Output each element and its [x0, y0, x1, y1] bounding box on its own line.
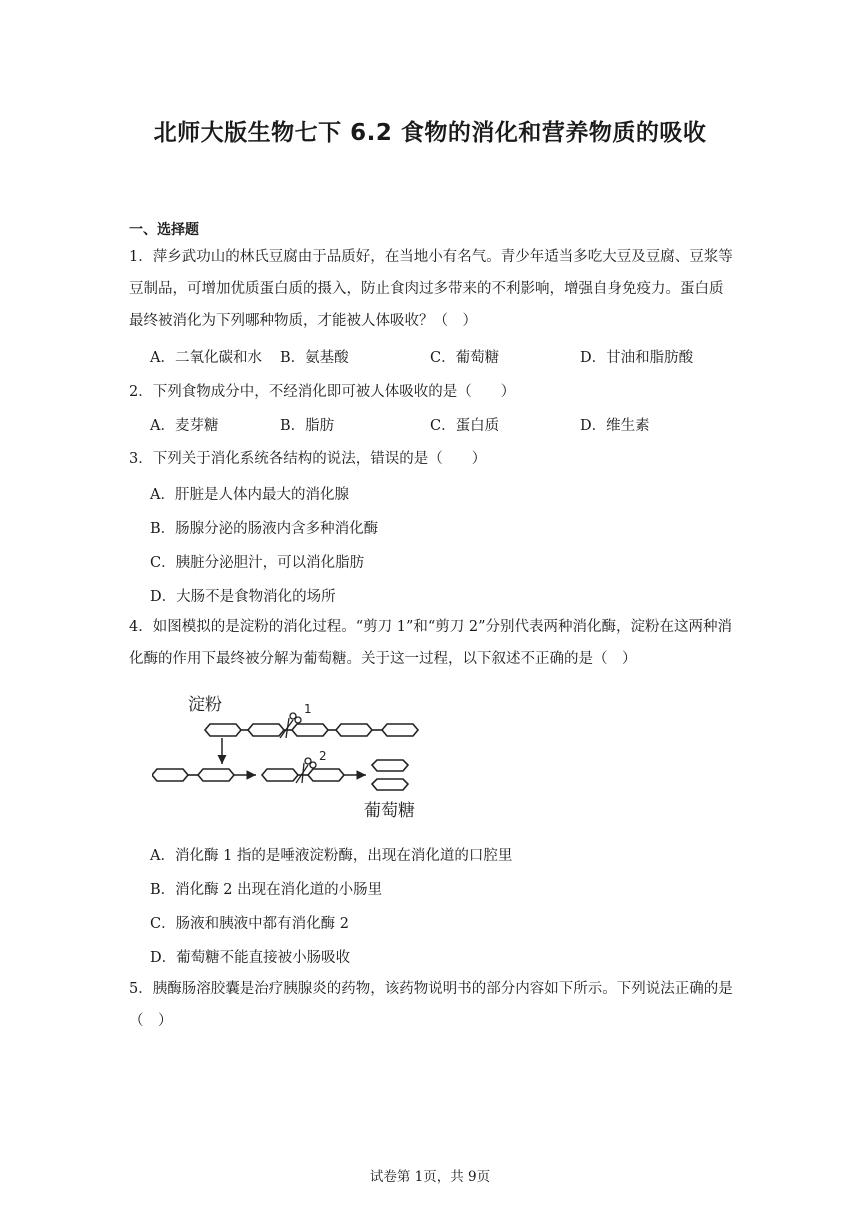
section-heading: 一、选择题 — [129, 222, 199, 238]
question-2-stem: 2．下列食物成分中，不经消化即可被人体吸收的是（ ） — [129, 384, 516, 400]
option-b: B．氨基酸 — [280, 350, 349, 366]
option-a: A．麦芽糖 — [150, 418, 219, 434]
starch-digestion-diagram — [152, 688, 452, 823]
page-footer: 试卷第 1页，共 9页 — [369, 1169, 491, 1185]
option-c: C．蛋白质 — [430, 418, 500, 434]
option-a: A．二氧化碳和水 — [150, 350, 262, 366]
option-b: B．肠腺分泌的肠液内含多种消化酶 — [150, 521, 379, 537]
scissor-2-label: 2 — [319, 749, 327, 763]
option-a: A．消化酶 1 指的是唾液淀粉酶，出现在消化道的口腔里 — [150, 848, 513, 864]
option-d: D．大肠不是食物消化的场所 — [150, 589, 336, 605]
scissor-1-label: 1 — [304, 702, 312, 716]
scissor-2-icon — [296, 758, 316, 783]
option-c: C．葡萄糖 — [430, 350, 500, 366]
page-title: 北师大版生物七下 6.2 食物的消化和营养物质的吸收 — [153, 120, 707, 146]
option-b: B．脂肪 — [280, 418, 335, 434]
option-d: D．葡萄糖不能直接被小肠吸收 — [150, 950, 351, 966]
option-b: B．消化酶 2 出现在消化道的小肠里 — [150, 882, 383, 898]
glucose-label: 葡萄糖 — [364, 801, 415, 821]
scissor-1-icon — [280, 713, 301, 738]
starch-label: 淀粉 — [188, 695, 222, 715]
question-4-stem: 4．如图模拟的是淀粉的消化过程。“剪刀 1”和“剪刀 2”分别代表两种消化酶，淀粉在这两种消化酶的作用下最终被分解为葡萄糖。关于这一过程，以下叙述不正确的是（ ） — [129, 619, 733, 667]
option-d: D．甘油和脂肪酸 — [580, 350, 694, 366]
question-1-stem: 1．萍乡武功山的林氏豆腐由于品质好，在当地小有名气。青少年适当多吃大豆及豆腐、豆浆等豆制品，可增加优质蛋白质的摄入，防止食肉过多带来的不利影响，增强自身免疫力。蛋白质最终被消化为下列哪种物质，才能被人体吸收？（ ） — [129, 249, 733, 329]
option-c: C．肠液和胰液中都有消化酶 2 — [150, 916, 349, 932]
option-a: A．肝脏是人体内最大的消化腺 — [150, 487, 349, 503]
question-5-stem: 5．胰酶肠溶胶囊是治疗胰腺炎的药物，该药物说明书的部分内容如下所示。下列说法正确的是（ ） — [129, 981, 733, 1029]
option-d: D．维生素 — [580, 418, 650, 434]
question-3-stem: 3．下列关于消化系统各结构的说法，错误的是（ ） — [129, 451, 487, 467]
option-c: C．胰脏分泌胆汁，可以消化脂肪 — [150, 555, 365, 571]
